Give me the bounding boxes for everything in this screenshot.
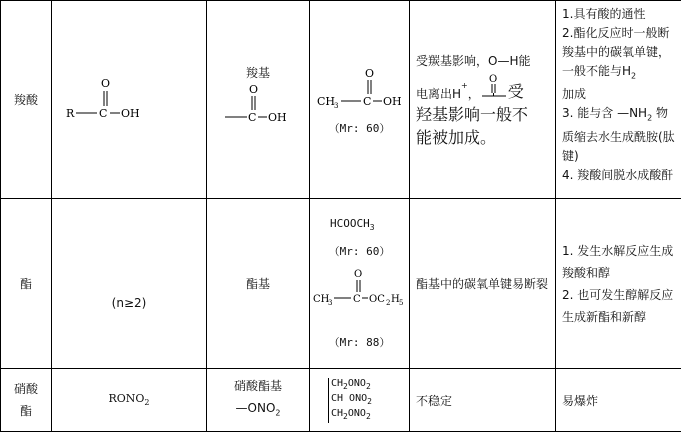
example1-mr: （Mr: 60） [310, 243, 409, 259]
class-name-cell [1, 1, 52, 199]
property-line3: 羟基影响一般不 [416, 103, 555, 126]
group-name: 酯基 [246, 277, 270, 291]
r-group: R [66, 107, 75, 120]
structure-property-cell [410, 1, 556, 199]
group-cell [207, 1, 310, 199]
svg-text:3: 3 [334, 102, 338, 110]
class-name-cell [1, 199, 52, 369]
carboxylic-acid-structure [54, 63, 204, 133]
row-nitrate-ester [1, 369, 681, 432]
svg-text:3: 3 [328, 299, 332, 307]
example-cell [310, 369, 410, 432]
carbonyl-group [480, 73, 508, 103]
property-line2: 电离出H + ， O 受 [416, 73, 555, 103]
svg-text:2: 2 [386, 299, 390, 307]
molar-mass: （Mr: 60） [310, 120, 409, 136]
svg-text:5: 5 [399, 299, 403, 307]
reaction: 易爆炸 [562, 394, 598, 408]
formula-note: (n≥2) [112, 296, 147, 310]
svg-text:OH: OH [383, 95, 402, 108]
carbonyl-oxygen: O [101, 77, 110, 90]
svg-text:O: O [489, 74, 497, 85]
svg-text:H: H [391, 294, 400, 305]
svg-text:CH: CH [317, 95, 335, 108]
property-line4: 能被加成。 [416, 126, 555, 149]
general-formula-cell: $RONO_2$ [52, 369, 207, 432]
glyceryl-trinitrate: $CH_2ONO_2$ CH $ONO_2$ $CH_2ONO_2$ [328, 378, 409, 423]
carboxyl-group-structure [213, 81, 303, 127]
structure-property-cell [410, 199, 556, 369]
svg-text:CH: CH [313, 294, 330, 305]
group-name: 硝酸酯基 [207, 375, 309, 397]
reactions-cell [556, 199, 681, 369]
svg-text:C: C [248, 111, 256, 124]
class-name-cell [1, 369, 52, 432]
ethyl-acetate-structure [311, 265, 409, 309]
row-ester [1, 199, 681, 369]
property: 酯基中的碳氧单键易断裂 [416, 277, 548, 291]
reactions-cell [556, 1, 681, 199]
property-line1: 受羰基影响，O—H能 [416, 51, 555, 71]
reactions-cell [556, 369, 681, 432]
group-formula: $—ONO_2$ [207, 397, 309, 424]
carbon: C [99, 107, 107, 120]
svg-text:O: O [249, 83, 258, 96]
row-carboxylic-acid [1, 1, 681, 199]
svg-text:C: C [353, 294, 361, 305]
svg-text:O: O [365, 67, 374, 80]
example1-formula: $HCOOCH_3$ [310, 217, 409, 232]
reaction-1: 1.具有酸的通性 [562, 5, 677, 24]
general-formula-cell [52, 1, 207, 199]
nitrate-formula: RONO [108, 392, 144, 405]
reaction-1: 1. 发生水解反应生成羧酸和醇 [562, 240, 677, 284]
reaction-2: 2.酯化反应时一般断羧基中的碳氧单键，一般不能与$H_2$ 加成 [562, 24, 677, 104]
reaction-3: 3. 能与含 $—NH_2$ 物质缩去水生成酰胺(肽键) [562, 104, 677, 165]
general-formula-cell [52, 199, 207, 369]
class-name: 硝酸酯 [14, 382, 38, 418]
group-name: 羧基 [207, 64, 309, 81]
example-cell [310, 199, 410, 369]
example-cell [310, 1, 410, 199]
class-name: 羧酸 [14, 93, 38, 107]
svg-text:OH: OH [268, 111, 287, 124]
svg-text:OC: OC [369, 294, 385, 305]
reaction-2: 2. 也可发生醇解反应生成新酯和新醇 [562, 284, 677, 328]
class-name: 酯 [20, 277, 32, 291]
example2-mr: （Mr: 88） [310, 334, 409, 350]
hydroxyl: OH [121, 107, 140, 120]
acetic-acid-structure [311, 63, 409, 111]
group-cell [207, 199, 310, 369]
reaction-4: 4. 羧酸间脱水成酸酐 [562, 166, 677, 185]
property: 不稳定 [416, 394, 452, 408]
structure-property-cell [410, 369, 556, 432]
group-cell [207, 369, 310, 432]
svg-text:C: C [363, 95, 371, 108]
svg-text:O: O [354, 269, 362, 280]
